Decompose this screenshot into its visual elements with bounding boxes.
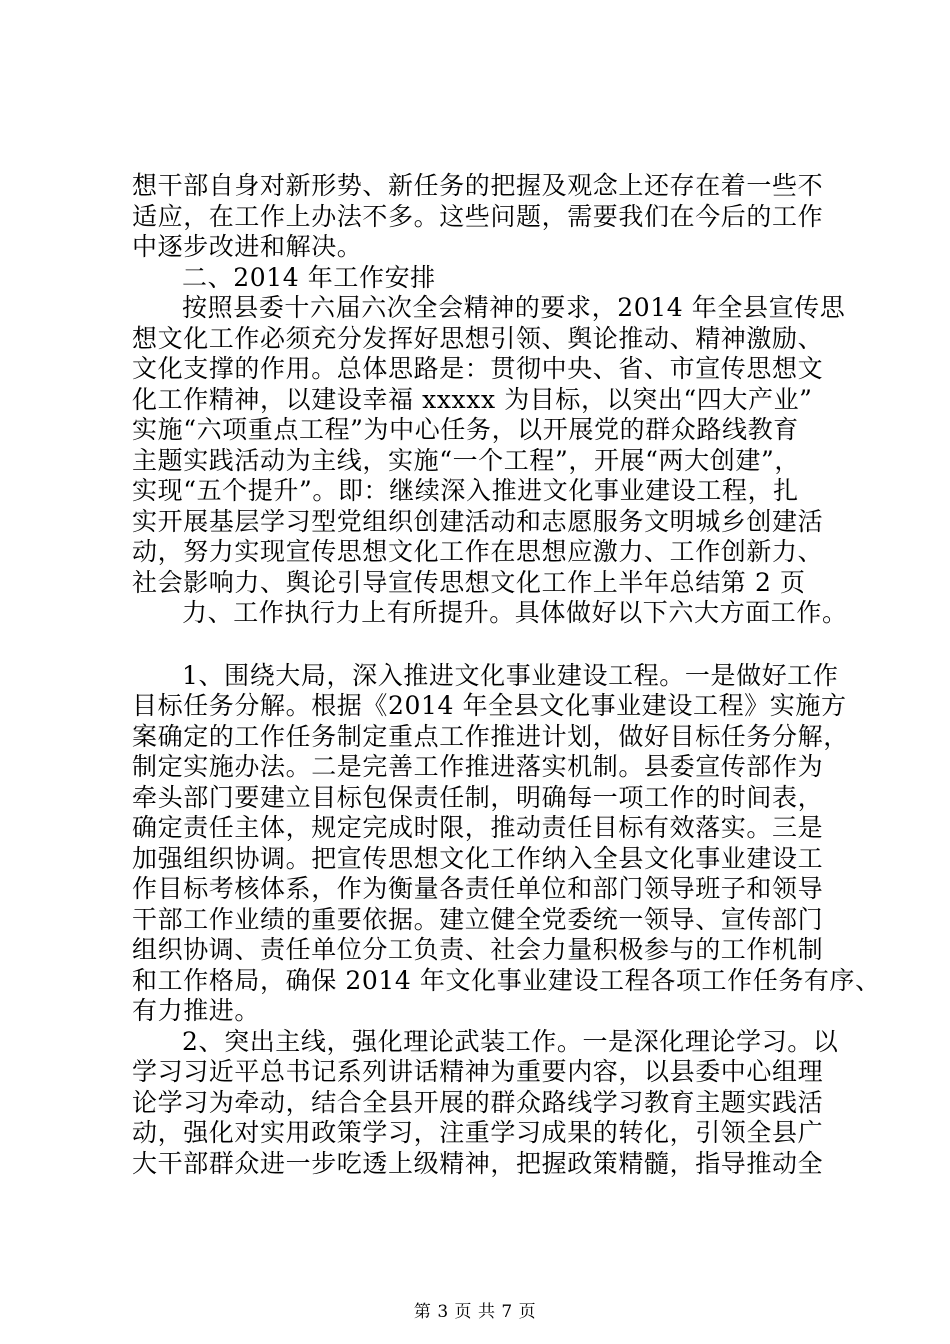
text-line: 主题实践活动为主线，实施“一个工程”，开展“两大创建”， bbox=[132, 445, 800, 475]
text-block-bottom bbox=[132, 660, 881, 1180]
text-line: 想干部自身对新形势、新任务的把握及观念上还存在着一些不 bbox=[132, 171, 824, 200]
paragraph-gap bbox=[132, 629, 832, 661]
text-line: 目标任务分解。根据《2014 年全县文化事业建设工程》实施方 bbox=[132, 691, 847, 720]
text-line: 实现“五个提升”。即：继续深入推进文化事业建设工程，扎 bbox=[132, 476, 799, 505]
text-line: 论学习为牵动，结合全县开展的群众路线学习教育主题实践活 bbox=[132, 1087, 824, 1117]
text-line: 确定责任主体，规定完成时限，推动责任目标有效落实。三是 bbox=[132, 813, 824, 842]
text-line: 实施“六项重点工程”为中心任务，以开展党的群众路线教育 bbox=[132, 415, 799, 444]
text-line: 制定实施办法。二是完善工作推进落实机制。县委宣传部作为 bbox=[132, 752, 824, 781]
text-line: 干部工作业绩的重要依据。建立健全党委统一领导、宣传部门 bbox=[132, 904, 824, 934]
text-line: 动，努力实现宣传思想文化工作在思想应激力、工作创新力、 bbox=[132, 537, 824, 566]
text-line: 加强组织协调。把宣传思想文化工作纳入全县文化事业建设工 bbox=[132, 843, 824, 873]
text-block-top bbox=[132, 171, 848, 629]
text-line: 化工作精神，以建设幸福 xxxxx 为目标，以突出“四大产业” bbox=[132, 384, 813, 414]
text-line: 按照县委十六届六次全会精神的要求，2014 年全县宣传思 bbox=[182, 293, 846, 322]
text-line: 有力推进。 bbox=[132, 996, 261, 1025]
text-line: 大干部群众进一步吃透上级精神，把握政策精髓，指导推动全 bbox=[132, 1148, 824, 1178]
text-line: 文化支撑的作用。总体思路是：贯彻中央、省、市宣传思想文 bbox=[132, 354, 824, 383]
text-line: 力、工作执行力上有所提升。具体做好以下六大方面工作。 bbox=[182, 598, 848, 627]
text-line: 作目标考核体系，作为衡量各责任单位和部门领导班子和领导 bbox=[132, 874, 824, 903]
text-line: 社会影响力、舆论引导宣传思想文化工作上半年总结第 2 页 bbox=[132, 567, 806, 597]
text-line: 适应，在工作上办法不多。这些问题，需要我们在今后的工作 bbox=[132, 201, 824, 231]
text-line: 2、突出主线，强化理论武装工作。一是深化理论学习。以 bbox=[182, 1026, 839, 1056]
text-line: 实开展基层学习型党组织创建活动和志愿服务文明城乡创建活 bbox=[132, 506, 824, 536]
text-line: 中逐步改进和解决。 bbox=[132, 232, 363, 261]
text-line: 组织协调、责任单位分工负责、社会力量积极参与的工作机制 bbox=[132, 935, 824, 964]
text-line: 案确定的工作任务制定重点工作推进计划，做好目标任务分解， bbox=[132, 721, 849, 751]
text-line: 二、2014 年工作安排 bbox=[182, 262, 436, 292]
text-line: 1、围绕大局，深入推进文化事业建设工程。一是做好工作 bbox=[182, 660, 839, 690]
text-line: 想文化工作必须充分发挥好思想引领、舆论推动、精神激励、 bbox=[132, 323, 824, 353]
text-line: 和工作格局，确保 2014 年文化事业建设工程各项工作任务有序、 bbox=[132, 965, 881, 995]
document-body bbox=[132, 171, 881, 1179]
page-footer: 第 3 页 共 7 页 bbox=[413, 1302, 537, 1322]
text-line: 动，强化对实用政策学习，注重学习成果的转化，引领全县广 bbox=[132, 1118, 824, 1147]
text-line: 牵头部门要建立目标包保责任制，明确每一项工作的时间表， bbox=[132, 782, 824, 812]
text-line: 学习习近平总书记系列讲话精神为重要内容，以县委中心组理 bbox=[132, 1057, 824, 1086]
